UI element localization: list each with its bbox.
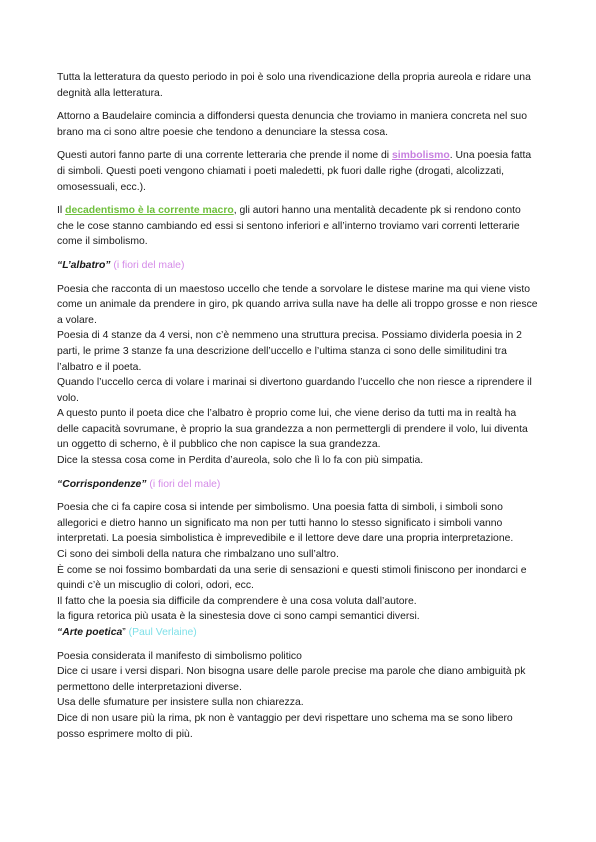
albatro-line: Dice la stessa cosa come in Perdita d’aureola, solo che lì lo fa con più simpatia. bbox=[57, 455, 424, 467]
corrispondenze-title: “Corrispondenze” bbox=[57, 478, 147, 490]
arte-title-end: ” bbox=[122, 627, 126, 638]
albatro-line: Poesia che racconta di un maestoso uccello che tende a sorvolare le distese marine ma qui viene visto come un animale da prendere in giro, pk quando arriva sulla nave ha delle ali troppo grosse e non riesce a volare. bbox=[57, 283, 538, 326]
corrispondenze-line: la figura retorica più usata è la sinestesia dove ci sono campi semantici diversi. bbox=[57, 611, 420, 623]
paragraph-intro: Tutta la letteratura da questo periodo in poi è solo una rivendicazione della propria aureola e ridare una degnità alla letteratura. bbox=[57, 72, 531, 99]
corrispondenze-line: Il fatto che la poesia sia difficile da comprendere è una cosa voluta dall’autore. bbox=[57, 595, 417, 607]
arte-line: Poesia considerata il manifesto di simbolismo politico bbox=[57, 650, 302, 662]
albatro-line: A questo punto il poeta dice che l’albatro è proprio come lui, che viene deriso da tutti ma in realtà ha delle capacità sovrumane, è proprio la sua grandezza a non permettergli di prendere il volo, lui diventa un oggetto di scherno, è il pubblico che non capisce la sua grandezza. bbox=[57, 408, 528, 451]
corrispondenze-line: Ci sono dei simboli della natura che rimbalzano uno sull’altro. bbox=[57, 549, 339, 561]
arte-subtitle: (Paul Verlaine) bbox=[125, 627, 197, 638]
albatro-line: Quando l’uccello cerca di volare i marinai si divertono guardando l’uccello che non riesce a riprendere il volo. bbox=[57, 377, 532, 404]
arte-heading bbox=[57, 625, 539, 641]
arte-line: Dice di non usare più la rima, pk non è vantaggio per devi rispettare uno schema ma se sono libero posso esprimere molto di più. bbox=[57, 712, 513, 740]
paragraph-simbolismo bbox=[57, 148, 539, 195]
corrispondenze-line: Poesia che ci fa capire cosa si intende per simbolismo. Una poesia fatta di simboli, i simboli sono allegorici e dietro hanno un significato ma non per tutti hanno lo stesso significato i simboli vanno interpretati. La poesia simbolistica è imprevedibile e il lettore deve dare una propria interpretazione. bbox=[57, 502, 514, 545]
simbolismo-keyword: simbolismo bbox=[392, 150, 450, 162]
corrispondenze-subtitle: (i fiori del male) bbox=[146, 478, 221, 490]
arte-title: “Arte poetica bbox=[57, 627, 123, 638]
corrispondenze-line: È come se noi fossimo bombardati da una serie di sensazioni e questi stimoli finiscono per inondarci e quindi c’è un miscuglio di colori, odori, ecc. bbox=[57, 564, 527, 592]
albatro-line: Poesia di 4 stanze da 4 versi, non c’è nemmeno una struttura precisa. Possiamo dividerla poesia in 2 parti, le prime 3 stanze fa una descrizione dell’uccello e l’ultima stanza ci sono delle similitudini tra l’albatro e il poeta. bbox=[57, 330, 522, 373]
text: . Una poesia fatta di simboli. Questi poeti vengono chiamati i poeti maledetti, pk fuori dalle righe (drogati, alcolizzati, omosessuali, ecc.). bbox=[57, 150, 532, 193]
albatro-subtitle: (i fiori del male) bbox=[110, 259, 185, 271]
arte-line: Usa delle sfumature per insistere sulla non chiarezza. bbox=[57, 697, 304, 709]
text: , gli autori hanno una mentalità decadente pk si rendono conto che le cose stanno cambiando ed essi si sentono inferiori e all’interno troviamo vari correnti letterarie come il simbolismo. bbox=[57, 205, 521, 248]
text: Questi autori fanno parte di una corrente letteraria che prende il nome di bbox=[57, 150, 393, 162]
paragraph-decadentismo bbox=[57, 203, 539, 250]
decadentismo-keyword: decadentismo è la corrente macro bbox=[65, 205, 234, 217]
text: Il bbox=[57, 205, 66, 217]
corrispondenze-heading bbox=[57, 477, 539, 493]
albatro-heading bbox=[57, 258, 539, 274]
arte-line: Dice ci usare i versi dispari. Non bisogna usare delle parole precise ma parole che diano ambiguità pk permettono delle interpretazioni diverse. bbox=[57, 666, 526, 693]
paragraph-baudelaire: Attorno a Baudelaire comincia a diffondersi questa denuncia che troviamo in maniera concreta nel suo brano ma ci sono altre poesie che tendono a denunciare la stessa cosa. bbox=[57, 111, 527, 138]
document-page bbox=[57, 70, 539, 742]
albatro-title: “L’albatro” bbox=[57, 259, 111, 271]
